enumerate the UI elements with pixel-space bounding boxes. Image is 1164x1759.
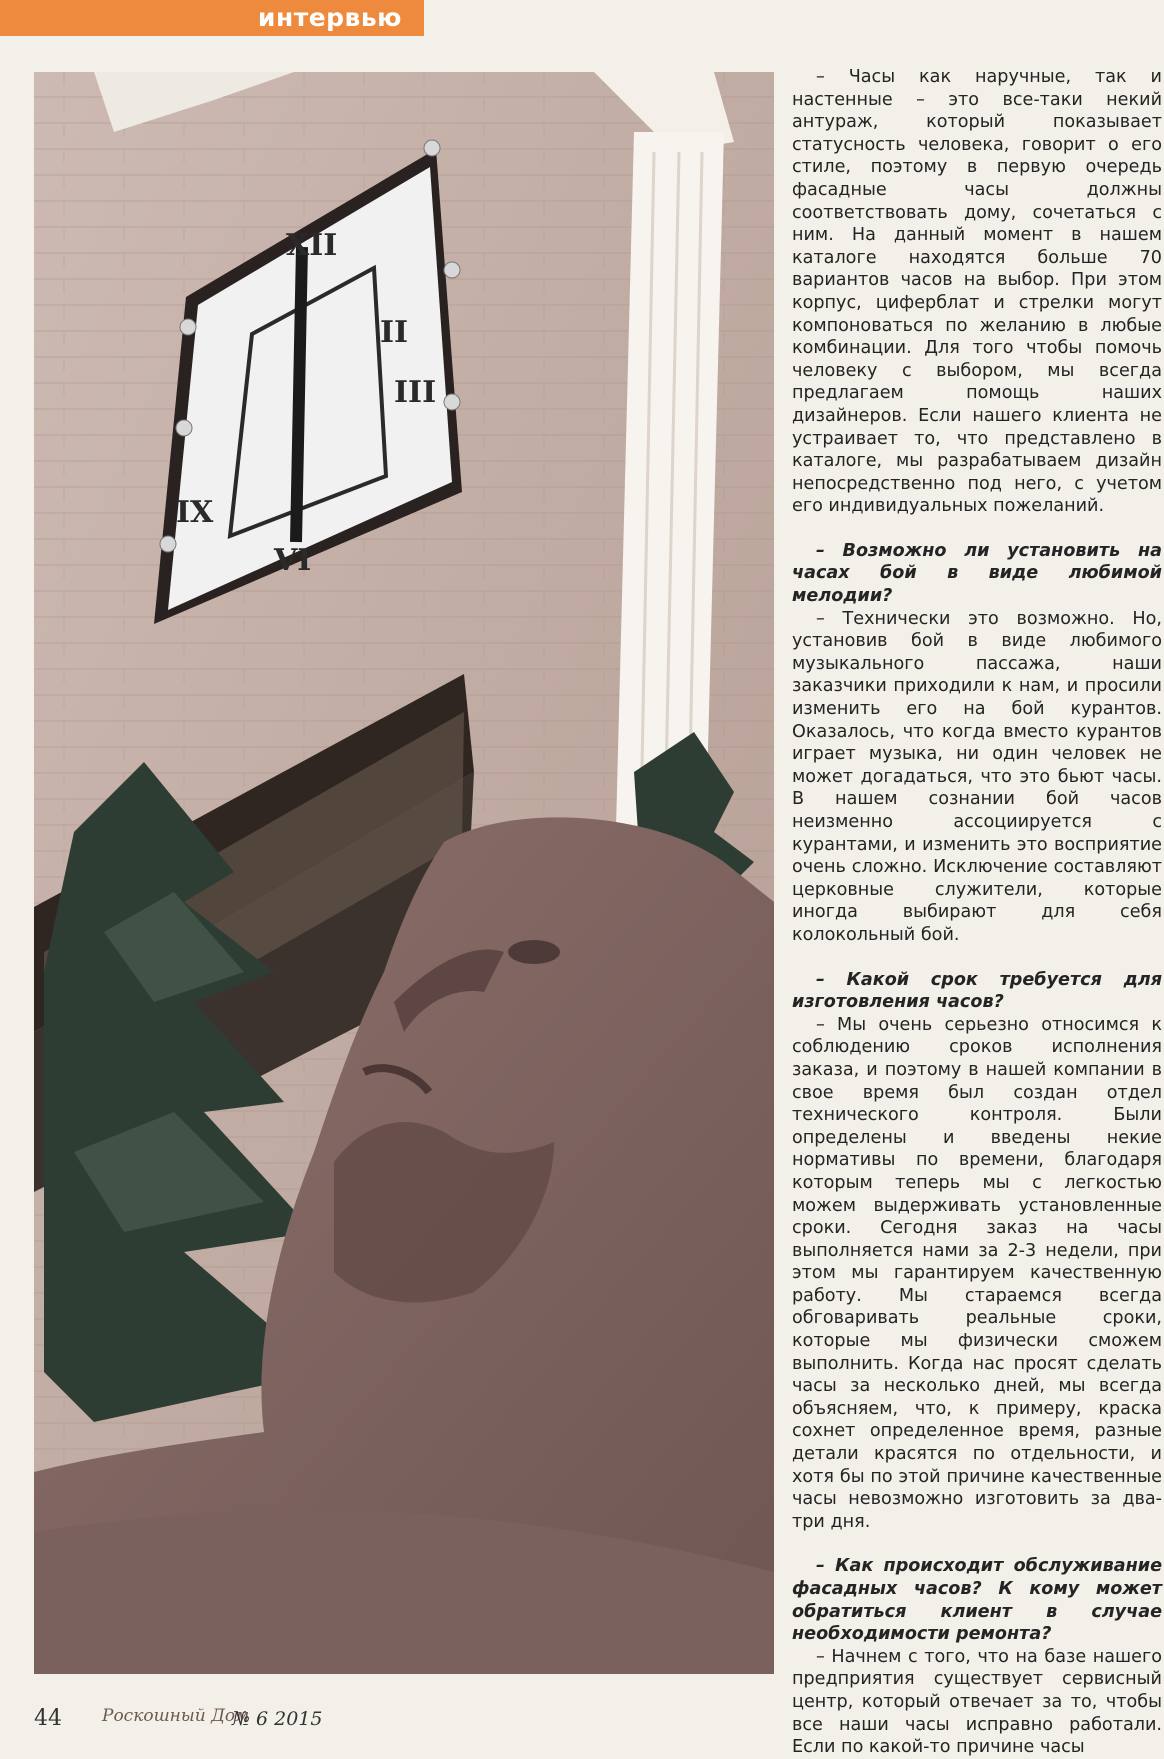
photo-clock-and-statue-icon <box>34 72 774 1674</box>
svg-text:III: III <box>394 375 437 410</box>
section-label: интервью <box>257 3 402 32</box>
question-heading: – Возможно ли установить на часах бой в виде любимой мелодии? <box>792 540 1162 607</box>
page-number: 44 <box>34 1706 62 1731</box>
article-photo <box>34 72 774 1674</box>
article-text <box>792 66 1162 1759</box>
answer-paragraph: – Мы очень серьезно относимся к соблюдению сроков исполнения заказа, и поэтому в нашей компании в свое время был создан отдел технического контроля. Были определены и введены некие нормативы по времени, благодаря которым теперь мы с легкостью можем выдерживать установленные сроки. Сегодня заказ на часы выполняется нами за 2-3 недели, при этом мы гарантируем качественную работу. Мы стараемся всегда обговаривать реальные сроки, которые мы физически сможем выполнить. Когда нас просят сделать часы за несколько дней, мы всегда объясняем, что, к примеру, краска сохнет определенное время, разные детали красятся по отдельности, и хотя бы по этой причине качественные часы невозможно изготовить за два-три дня. <box>792 1014 1162 1532</box>
magazine-logo-text: Роскошный Дом <box>102 1706 250 1726</box>
issue-number: № 6 2015 <box>232 1708 323 1730</box>
svg-text:II: II <box>380 315 409 350</box>
svg-text:VI: VI <box>274 543 312 578</box>
section-tab <box>0 0 424 36</box>
question-heading: – Какой срок требуется для изготовления часов? <box>792 969 1162 1013</box>
svg-text:XII: XII <box>286 228 338 263</box>
question-heading: – Как происходит обслуживание фасадных часов? К кому может обратиться клиент в случае необходимости ремонта? <box>792 1556 1162 1645</box>
answer-paragraph: – Технически это возможно. Но, установив бой в виде любимого музыкального пассажа, наши заказчики приходили к нам, и просили изменить его на бой курантов. Оказалось, что когда вместо курантов играет музыка, ни один человек не может догадаться, что это бьют часы. В нашем сознании бой часов неизменно ассоциируется с курантами, и изменить это восприятие очень сложно. Исключение составляют церковные служители, которые иногда выбирают для себя колокольный бой. <box>792 608 1162 945</box>
svg-text:IX: IX <box>176 495 214 530</box>
answer-paragraph: – Начнем с того, что на базе нашего предприятия существует сервисный центр, который отвечает за то, чтобы все наши часы исправно работали. Если по какой-то причине часы <box>792 1646 1162 1758</box>
answer-paragraph: – Часы как наручные, так и настенные – это все-таки некий антураж, который показывает статусность человека, говорит о его стиле, поэтому в первую очередь фасадные часы должны соответствовать дому, сочетаться с ним. На данный момент в нашем каталоге находятся больше 70 вариантов часов на выбор. При этом корпус, циферблат и стрелки могут компоноваться по желанию в любые комбинации. Для того чтобы помочь человеку с выбором, мы всегда предлагаем помощь наших дизайнеров. Если нашего клиента не устраивает то, что представлено в каталоге, мы разрабатываем дизайн непосредственно под него, с учетом его индивидуальных пожеланий. <box>792 67 1162 517</box>
